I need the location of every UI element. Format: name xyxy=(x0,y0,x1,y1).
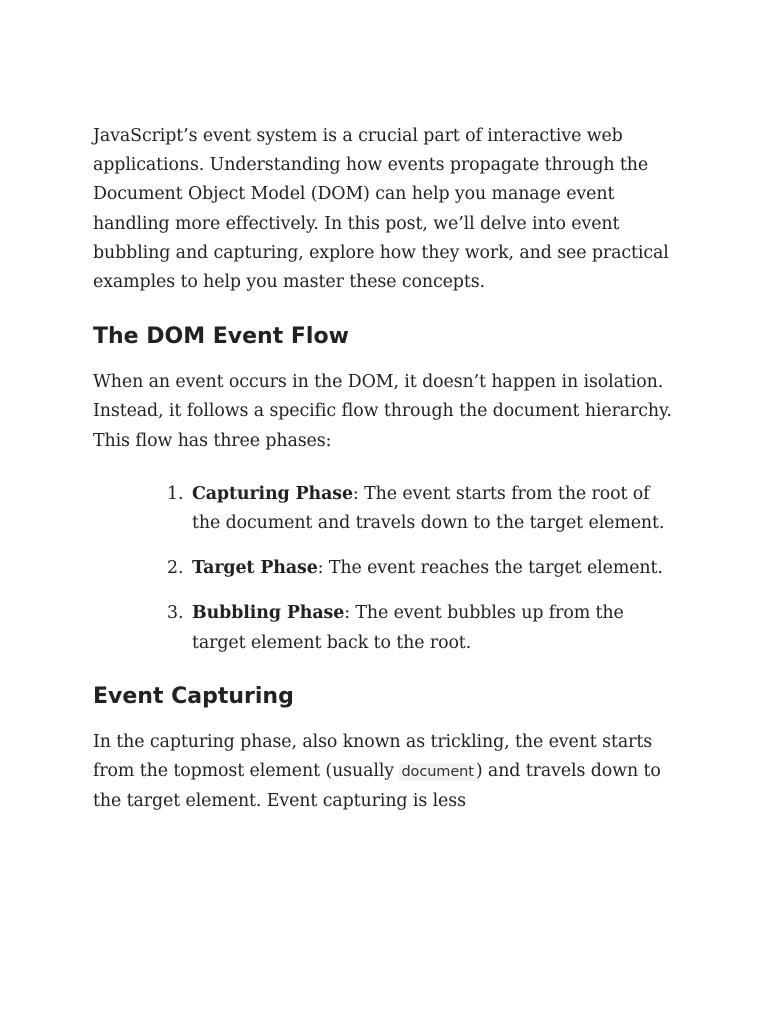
phase-description: : The event bubbles up from the target element back to the root. xyxy=(192,603,624,653)
phase-list xyxy=(93,480,678,658)
phase-description: : The event starts from the root of the document and travels down to the target element. xyxy=(192,483,665,534)
list-item-number: 3. xyxy=(167,603,184,624)
paragraph-text: In the capturing phase, also known as trickling, the event starts from the topmost element (usually xyxy=(93,731,653,782)
section-heading-dom-event-flow: The DOM Event Flow xyxy=(93,324,349,350)
intro-paragraph: JavaScript’s event system is a crucial part of interactive web applications. Understanding how events propagate through the Document Object Model (DOM) can help you manage event handling more effectively. In this post, we’ll delve into event bubbling and capturing, explore how they work, and see practical examples to help you master these concepts. xyxy=(93,126,669,293)
phase-description: : The event reaches the target element. xyxy=(317,558,663,579)
section-heading-event-capturing: Event Capturing xyxy=(93,683,294,709)
paragraph-text: ) and travels down to the target element. Event capturing is less xyxy=(93,761,661,812)
article-body xyxy=(93,122,678,816)
list-item-number: 1. xyxy=(167,483,184,504)
phase-name-target: Target Phase xyxy=(192,558,318,579)
list-item-number: 2. xyxy=(167,558,184,579)
list-item xyxy=(93,554,678,583)
phase-name-capturing: Capturing Phase xyxy=(192,483,353,504)
list-item xyxy=(93,599,678,657)
phase-name-bubbling: Bubbling Phase xyxy=(192,603,345,624)
event-capturing-paragraph xyxy=(93,728,678,817)
event-flow-paragraph: When an event occurs in the DOM, it doesn’t happen in isolation. Instead, it follows a specific flow through the document hierarchy. This flow has three phases: xyxy=(93,372,672,451)
list-item xyxy=(93,480,678,538)
inline-code: document xyxy=(401,764,474,781)
